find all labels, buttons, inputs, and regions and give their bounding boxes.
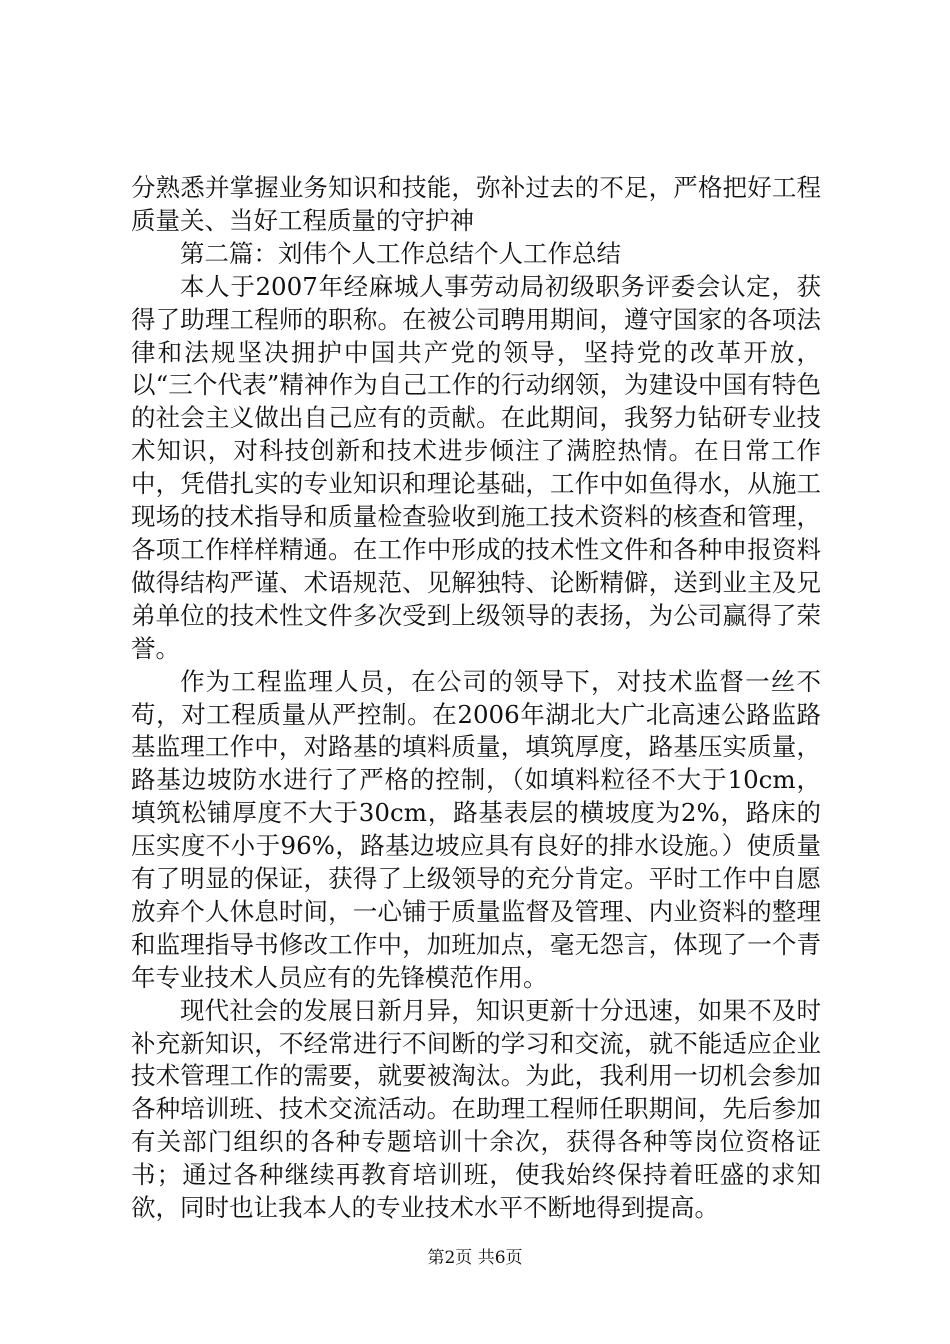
page-number-footer: 第2页 共6页 xyxy=(427,1248,523,1268)
body-paragraph-3: 现代社会的发展日新月异，知识更新十分迅速，如果不及时补充新知识，不经常进行不间断的学习和交流，就不能适应企业技术管理工作的需要，就要被淘汰。为此，我利用一切机会参加各种培训班、技术交流活动。在助理工程师任职期间，先后参加有关部门组织的各种专题培训十余次，获得各种等岗位资格证书；通过各种继续再教育培训班，使我始终保持着旺盛的求知欲，同时也让我本人的专业技术水平不断地得到提高。 xyxy=(131,995,821,1223)
body-paragraph-2: 作为工程监理人员，在公司的领导下，对技术监督一丝不苟，对工程质量从严控制。在2006年湖北大广北高速公路监路基监理工作中，对路基的填料质量，填筑厚度，路基压实质量，路基边坡防水进行了严格的控制，（如填料粒径不大于10cm，填筑松铺厚度不大于30cm，路基表层的横坡度为2%，路床的压实度不小于96%，路基边坡应具有良好的排水设施。）使质量有了明显的保证，获得了上级领导的充分肯定。平时工作中自愿放弃个人休息时间，一心铺于质量监督及管理、内业资料的整理和监理指导书修改工作中，加班加点，毫无怨言，体现了一个青年专业技术人员应有的先锋模范作用。 xyxy=(131,666,821,992)
body-paragraph-1: 本人于2007年经麻城人事劳动局初级职务评委会认定，获得了助理工程师的职称。在被公司聘用期间，遵守国家的各项法律和法规坚决拥护中国共产党的领导，坚持党的改革开放，以“三个代表”精神作为自己工作的行动纲领，为建设中国有特色的社会主义做出自己应有的贡献。在此期间，我努力钻研专业技术知识，对科技创新和技术进步倾注了满腔热情。在日常工作中，凭借扎实的专业知识和理论基础，工作中如鱼得水，从施工现场的技术指导和质量检查验收到施工技术资料的核查和管理，各项工作样样精通。在工作中形成的技术性文件和各种申报资料做得结构严谨、术语规范、见解独特、论断精僻，送到业主及兄弟单位的技术性文件多次受到上级领导的表扬，为公司赢得了荣誉。 xyxy=(131,271,821,663)
continuation-paragraph: 分熟悉并掌握业务知识和技能，弥补过去的不足，严格把好工程质量关、当好工程质量的守护神 xyxy=(131,173,821,235)
document-body xyxy=(131,172,821,1225)
section-heading: 第二篇：刘伟个人工作总结个人工作总结 xyxy=(180,238,621,268)
